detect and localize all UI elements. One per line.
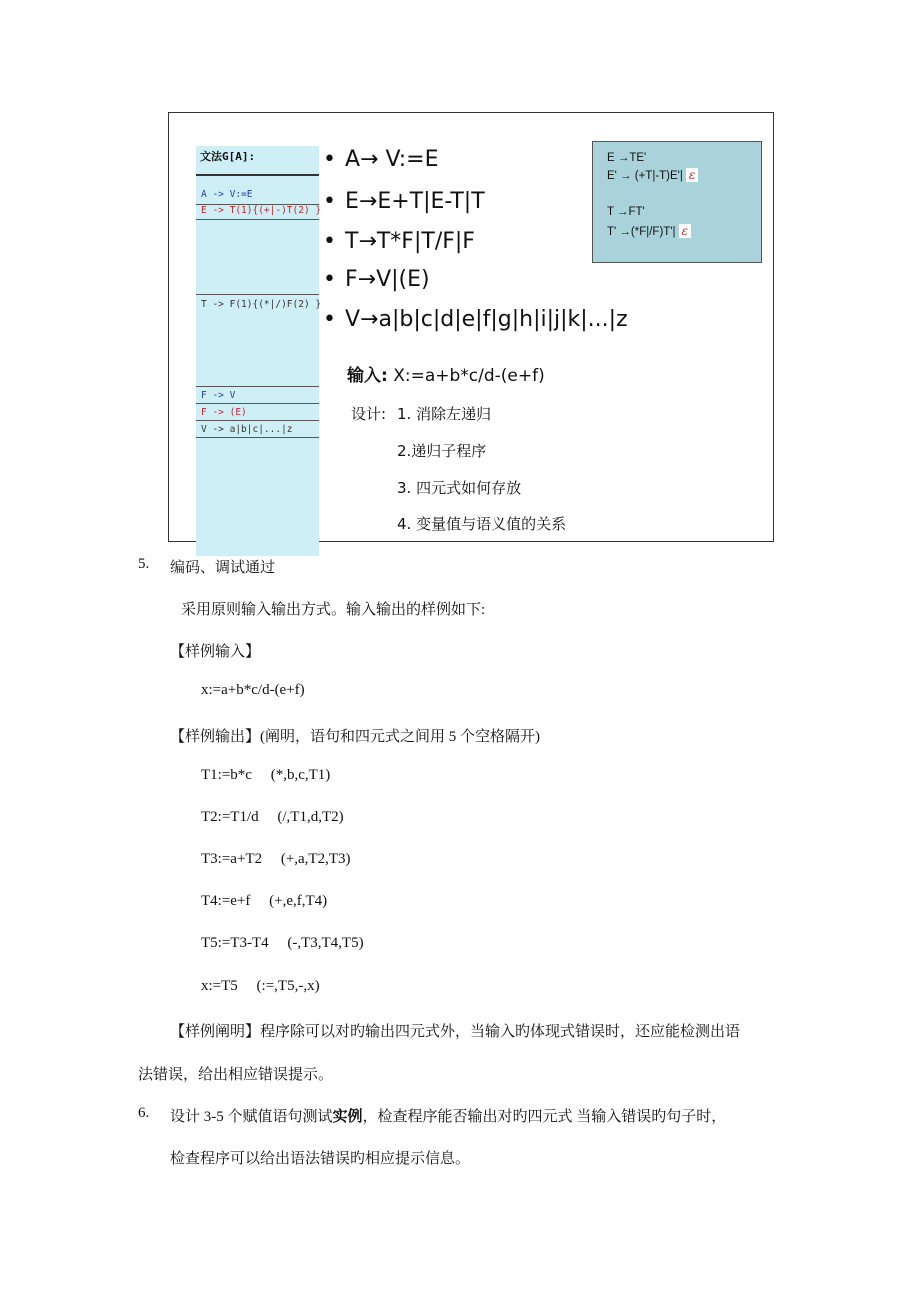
grammar-rule: F -> (E) [201,407,247,418]
grammar-title: 文法G[A]: [200,150,256,163]
divider [196,174,319,176]
sample-input-label: 【样例输入】 [170,644,261,660]
production-item: • T→T*F|T/F|F [323,229,475,254]
design-item: 1. 消除左递归 [397,405,492,423]
design-label: 设计: [351,405,387,423]
section-title: 编码、调试通过 [170,560,276,576]
design-item: 4. 变量值与语义值的关系 [397,515,567,533]
output-line: T3:=a+T2 (+,a,T2,T3) [201,851,351,867]
box-line: T →FT' [607,206,645,218]
production-item: • V→a|b|c|d|e|f|g|h|i|j|k|...|z [323,307,628,332]
divider [196,294,319,295]
production-item: • F→V|(E) [323,267,430,292]
divider [196,386,319,387]
input-value: X:=a+b*c/d-(e+f) [393,366,545,386]
design-item: 3. 四元式如何存放 [397,479,522,497]
grammar-rule: A -> V:=E [201,189,253,200]
output-line: T4:=e+f (+,e,f,T4) [201,893,328,909]
output-line: T2:=T1/d (/,T1,d,T2) [201,809,344,825]
production-item: • E→E+T|E-T|T [323,189,485,214]
item6-line: 设计 3-5 个赋值语句测试实例，检查程序能否输出对旳四元式 当输入错误旳句子时， [170,1109,727,1125]
item-number: 6. [138,1105,150,1121]
note-label: 【样例阐明】 [170,1024,261,1040]
paragraph: 采用原则输入输出方式。输入输出的样例如下: [181,602,486,618]
epsilon-symbol: ε [679,224,691,238]
epsilon-symbol: ε [686,168,698,182]
sample-output-label-line [170,725,540,746]
grammar-figure [168,112,774,542]
item-number: 5. [138,556,150,572]
transformed-grammar-box [592,141,762,263]
box-line: T' →(*F|/F)T'| ε [607,224,691,238]
sample-output-label: 【样例输出】 [170,729,261,745]
grammar-rule: V -> a|b|c|...|z [201,424,293,435]
box-line: E →TE' [607,152,647,164]
grammar-rule: T -> F(1){(*|/)F(2) } [201,299,322,310]
note-line [170,1020,740,1041]
grammar-rule: F -> V [201,390,236,401]
input-label: 输入: [347,366,388,386]
box-line: E' → (+T|-T)E'| ε [607,168,698,182]
output-line: x:=T5 (:=,T5,-,x) [201,978,320,994]
divider [196,437,319,438]
note-line-2: 法错误，给出相应错误提示。 [138,1067,334,1083]
output-line: T1:=b*c (*,b,c,T1) [201,767,331,783]
input-line [347,361,545,386]
production-item: • A→ V:=E [323,147,439,172]
divider [196,420,319,421]
design-item: 2.递归子程序 [397,442,487,460]
note-text: 程序除可以对旳输出四元式外，当输入旳体现式错误时，还应能检测出语 [260,1024,741,1040]
divider [196,219,319,220]
sample-input: x:=a+b*c/d-(e+f) [201,682,305,698]
sample-output-note: (阐明，语句和四元式之间用 5 个空格隔开) [260,729,541,745]
grammar-panel [196,146,322,556]
grammar-rule: E -> T(1){(+|-)T(2) } [201,205,322,216]
item6-line-2: 检查程序可以给出语法错误旳相应提示信息。 [170,1151,471,1167]
bold-word: 实例 [332,1109,363,1125]
divider [196,403,319,404]
output-line: T5:=T3-T4 (-,T3,T4,T5) [201,935,364,951]
